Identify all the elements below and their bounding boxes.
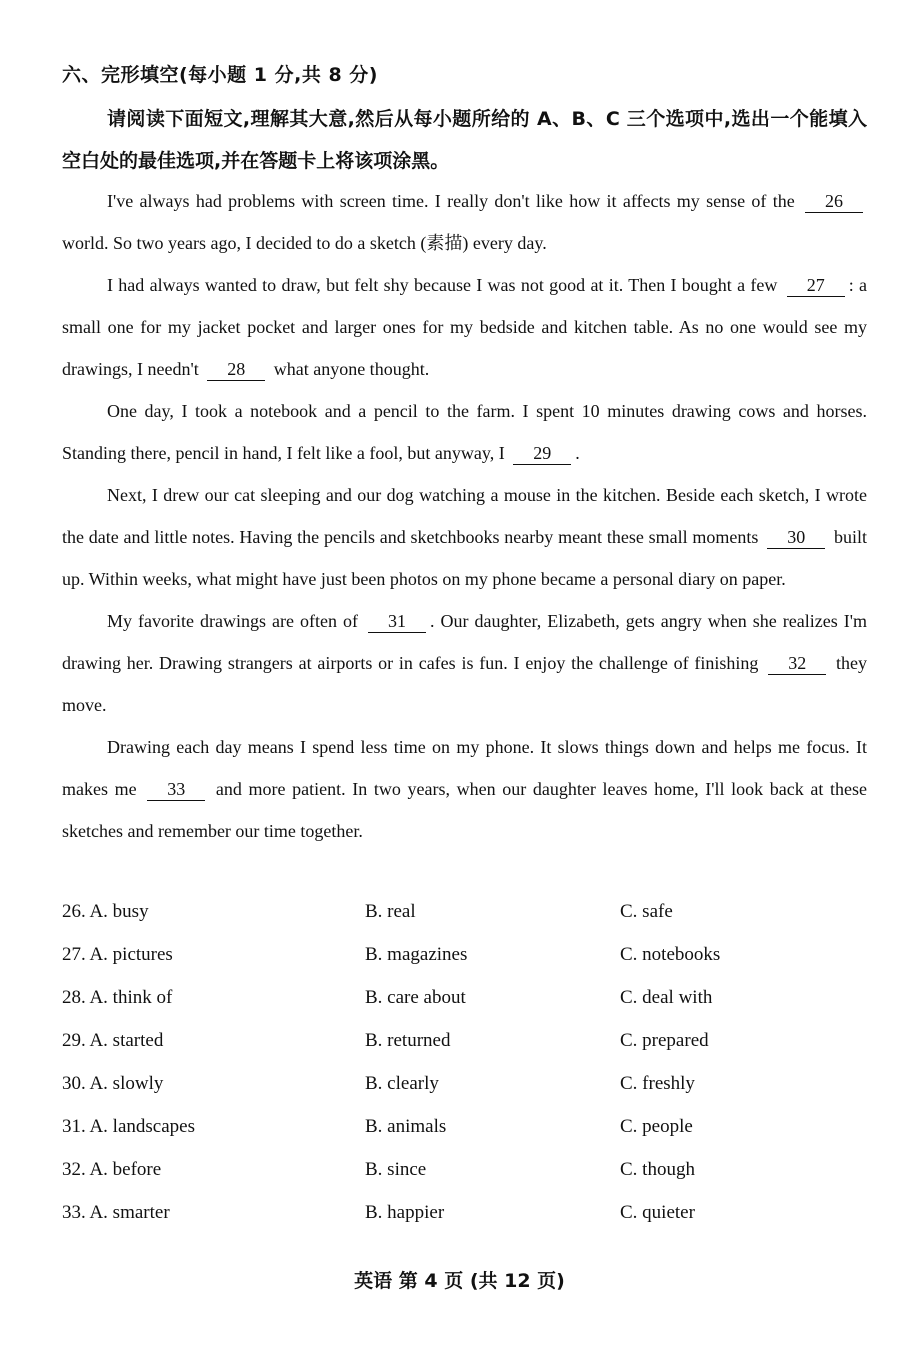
paragraph-text: . bbox=[575, 443, 580, 463]
option-a: 30. A. slowly bbox=[62, 1073, 164, 1094]
paragraph-text: My favorite drawings are often of bbox=[107, 611, 358, 631]
option-a: 33. A. smarter bbox=[62, 1202, 170, 1223]
option-row bbox=[62, 1065, 867, 1108]
option-c: C. deal with bbox=[620, 987, 713, 1008]
blank-31: 31 bbox=[368, 610, 426, 633]
option-c: C. quieter bbox=[620, 1202, 695, 1223]
blank-27: 27 bbox=[787, 274, 845, 297]
blank-33: 33 bbox=[147, 778, 205, 801]
paragraph-text: built up. Within weeks, what might have just been photos on my phone became a personal diary on paper. bbox=[62, 527, 868, 589]
page-footer: 英语 第 4 页 (共 12 页) bbox=[354, 1270, 565, 1292]
option-b: B. animals bbox=[365, 1116, 447, 1137]
blank-29: 29 bbox=[513, 442, 571, 465]
option-b: B. since bbox=[365, 1159, 427, 1180]
option-row bbox=[62, 936, 867, 979]
blank-30: 30 bbox=[767, 526, 825, 549]
option-a: 27. A. pictures bbox=[62, 944, 173, 965]
option-a: 29. A. started bbox=[62, 1030, 164, 1051]
option-c: C. freshly bbox=[620, 1073, 695, 1094]
option-c: C. people bbox=[620, 1116, 693, 1137]
passage bbox=[62, 180, 867, 852]
answer-options bbox=[62, 893, 867, 1237]
option-row bbox=[62, 1022, 867, 1065]
option-row bbox=[62, 1151, 867, 1194]
option-c: C. prepared bbox=[620, 1030, 709, 1051]
option-b: B. happier bbox=[365, 1202, 445, 1223]
section-title: 六、完形填空(每小题 1 分,共 8 分) bbox=[62, 64, 378, 86]
paragraph-6 bbox=[62, 726, 867, 852]
option-row bbox=[62, 1194, 867, 1237]
option-a: 32. A. before bbox=[62, 1159, 162, 1180]
option-b: B. clearly bbox=[365, 1073, 439, 1094]
paragraph-5 bbox=[62, 600, 867, 726]
option-c: C. notebooks bbox=[620, 944, 721, 965]
paragraph-text: Drawing each day means I spend less time on my phone. It slows things down and helps me focus. It makes me bbox=[62, 737, 867, 799]
paragraph-2 bbox=[62, 264, 867, 390]
paragraph-text: they move. bbox=[62, 653, 868, 715]
paragraph-text: Next, I drew our cat sleeping and our dog watching a mouse in the kitchen. Beside each sketch, I wrote the date and little notes. Having the pencils and sketchbooks nearby meant these small moments bbox=[62, 485, 867, 547]
paragraph-text: . Our daughter, Elizabeth, gets angry when she realizes I'm drawing her. Drawing strangers at airports or in cafes is fun. I enjoy the challenge of finishing bbox=[62, 611, 867, 673]
paragraph-text: world. So two years ago, I decided to do a sketch (素描) every day. bbox=[62, 233, 547, 253]
option-b: B. real bbox=[365, 901, 416, 922]
paragraph-1 bbox=[62, 180, 867, 264]
paragraph-4 bbox=[62, 474, 867, 600]
paragraph-text: what anyone thought. bbox=[273, 359, 430, 379]
paragraph-text: One day, I took a notebook and a pencil to the farm. I spent 10 minutes drawing cows and horses. Standing there, pencil in hand, I felt like a fool, but anyway, I bbox=[62, 401, 867, 463]
option-b: B. care about bbox=[365, 987, 466, 1008]
paragraph-text: I've always had problems with screen time. I really don't like how it affects my sense of the bbox=[107, 191, 795, 211]
blank-28: 28 bbox=[207, 358, 265, 381]
option-c: C. safe bbox=[620, 901, 673, 922]
paragraph-3 bbox=[62, 390, 867, 474]
option-a: 26. A. busy bbox=[62, 901, 149, 922]
option-b: B. magazines bbox=[365, 944, 468, 965]
instructions: 请阅读下面短文,理解其大意,然后从每小题所给的 A、B、C 三个选项中,选出一个能填入空白处的最佳选项,并在答题卡上将该项涂黑。 bbox=[62, 108, 867, 172]
option-b: B. returned bbox=[365, 1030, 451, 1051]
paragraph-text: and more patient. In two years, when our daughter leaves home, I'll look back at these sketches and remember our time together. bbox=[62, 779, 868, 841]
paragraph-text: I had always wanted to draw, but felt shy because I was not good at it. Then I bought a few bbox=[107, 275, 778, 295]
blank-32: 32 bbox=[768, 652, 826, 675]
option-row bbox=[62, 1108, 867, 1151]
paragraph-text: : a small one for my jacket pocket and larger ones for my bedside and kitchen table. As no one would see my drawings, I needn't bbox=[62, 275, 867, 379]
option-row bbox=[62, 893, 867, 936]
option-c: C. though bbox=[620, 1159, 695, 1180]
option-a: 31. A. landscapes bbox=[62, 1116, 195, 1137]
option-row bbox=[62, 979, 867, 1022]
blank-26: 26 bbox=[805, 190, 863, 213]
option-a: 28. A. think of bbox=[62, 987, 173, 1008]
